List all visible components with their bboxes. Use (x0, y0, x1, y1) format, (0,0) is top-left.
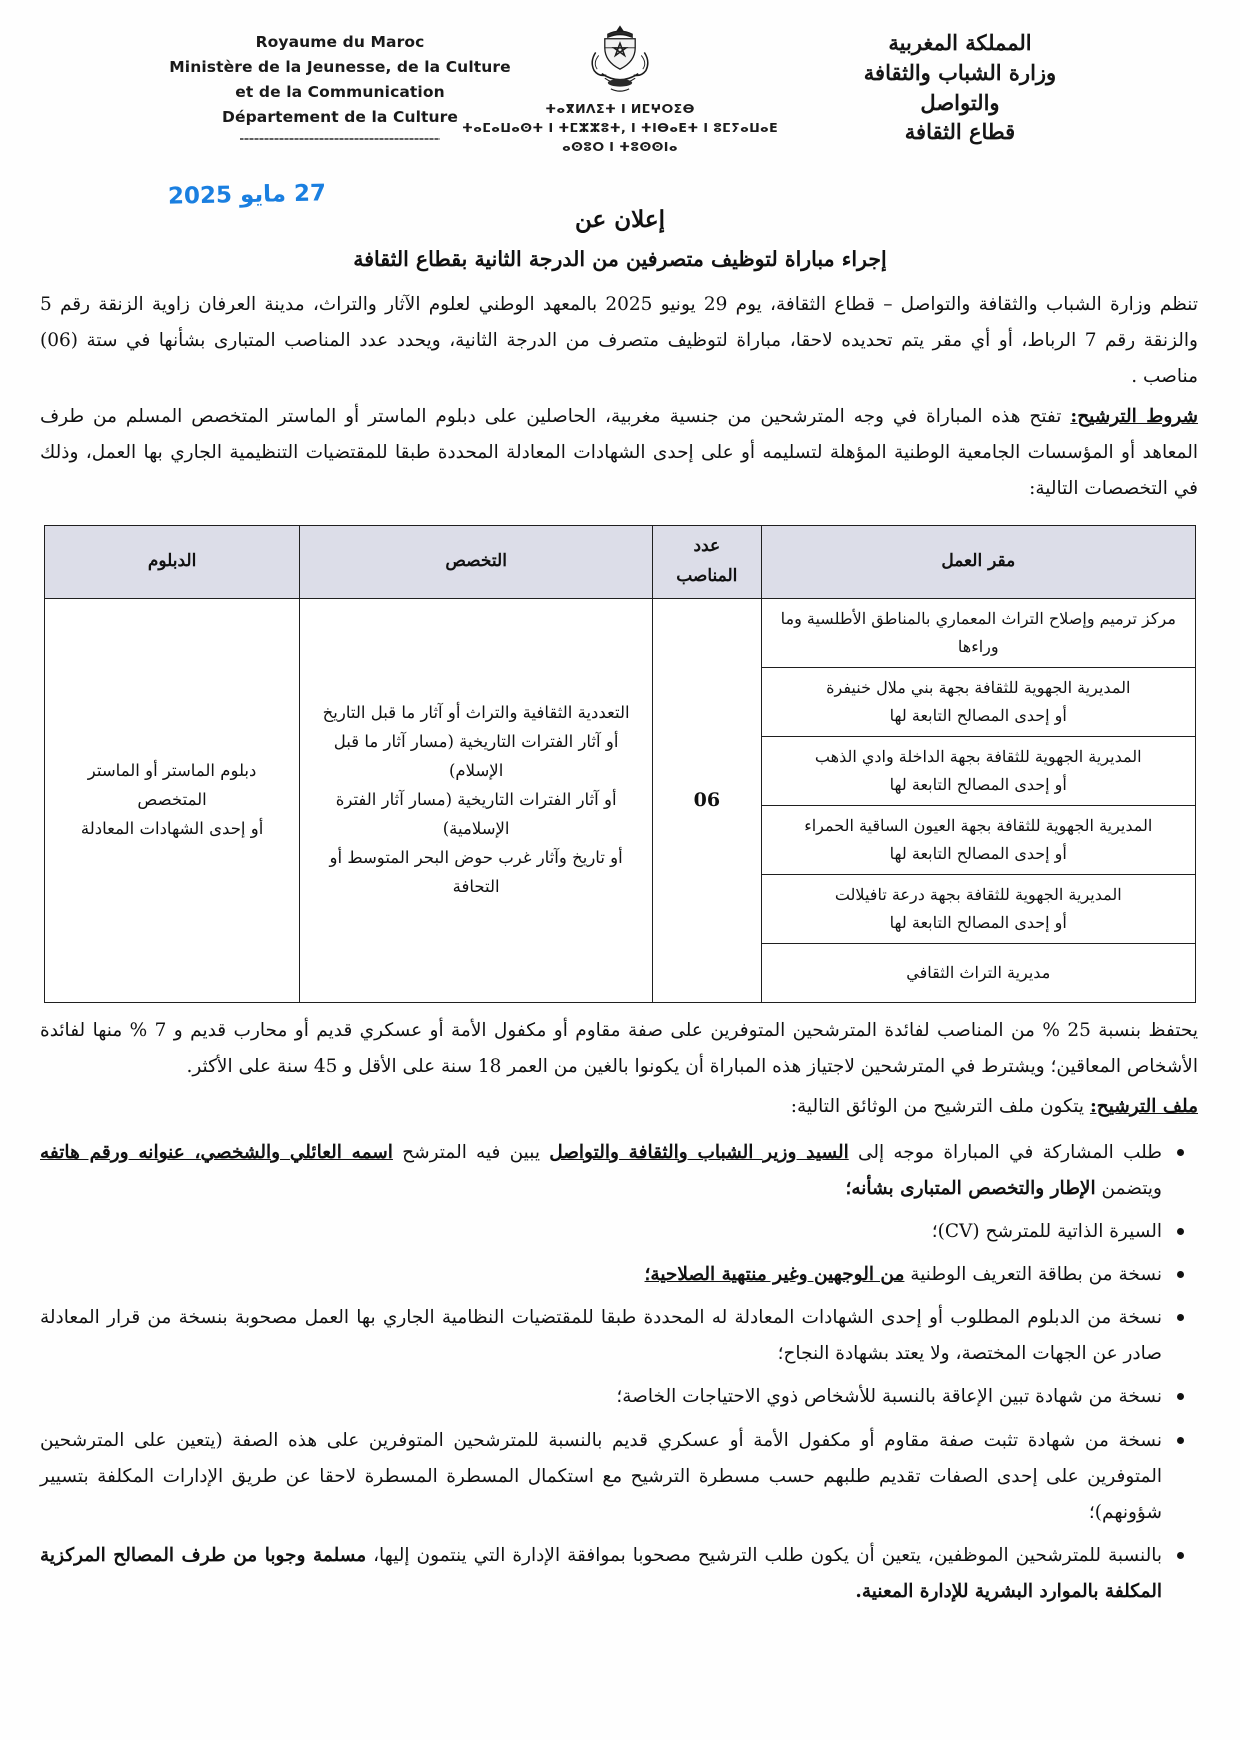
documents-section (40, 1135, 1188, 1610)
list-item (40, 1214, 1188, 1250)
letterhead-french-line3: et de la Communication (235, 83, 445, 102)
table-row (45, 598, 1196, 667)
list-item (40, 1135, 1188, 1207)
letterhead-tifinagh-line3: ⴰⵙⵓⵔ ⵏ ⵜⵓⵙⵙⵏⴰ (562, 138, 678, 154)
morocco-coat-of-arms-icon (581, 22, 659, 98)
list-item-text: نسخة من بطاقة التعريف الوطنية (904, 1264, 1162, 1286)
letterhead-tifinagh (455, 100, 785, 156)
th-workplace: مقر العمل (761, 526, 1195, 599)
list-item-text: السيد وزير الشباب والثقافة والتواصل (549, 1142, 849, 1164)
letterhead-arabic-line4: قطاع الثقافة (904, 119, 1016, 145)
workplace-cell (761, 667, 1195, 736)
list-item (40, 1300, 1188, 1372)
table-body (45, 598, 1196, 1002)
list-item-text: من الوجهين وغير منتهية الصلاحية؛ (644, 1264, 905, 1286)
th-count-line1: عدد (693, 536, 721, 557)
list-item-text: نسخة من شهادة تبين الإعاقة بالنسبة للأشخاص ذوي الاحتياجات الخاصة؛ (616, 1386, 1162, 1408)
letterhead-arabic-line1: المملكة المغربية (888, 30, 1032, 55)
list-item-text: الإطار والتخصص المتبارى بشأنه؛ (845, 1178, 1096, 1200)
list-item-text: طلب المشاركة في المباراة موجه إلى (848, 1142, 1162, 1164)
list-item-text: ويتضمن (1095, 1178, 1162, 1200)
table-head (45, 526, 1196, 599)
letterhead-divider (240, 138, 440, 140)
positions-count-cell: 06 (653, 598, 761, 1002)
letterhead-tifinagh-line1: ⵜⴰⴳⵍⴷⵉⵜ ⵏ ⵍⵎⵖⵔⵉⴱ (545, 101, 695, 116)
dossier-label: ملف الترشيح: (1089, 1096, 1198, 1117)
letterhead-arabic (760, 28, 1160, 147)
list-item-text: يبين فيه المترشح (392, 1142, 550, 1164)
page-subtitle: إجراء مباراة لتوظيف متصرفين من الدرجة الثانية بقطاع الثقافة (353, 247, 887, 271)
quota-paragraph: يحتفظ بنسبة 25 % من المناصب لفائدة المترشحين المتوفرين على صفة مقاوم أو مكفول الأمة أو عسكري قديم أو محارب قديم و 7 % منها لفائدة الأشخاص المعاقين؛ ويشترط في المترشحين لاجتياز هذه المباراة أن يكونوا بالغين من العمر 18 سنة على الأقل و 45 سنة على الأكثر. (40, 1019, 1199, 1077)
workplace-line: المديرية الجهوية للثقافة بجهة درعة تافيلالت (834, 884, 1122, 904)
workplace-line: أو إحدى المصالح التابعة لها (889, 843, 1067, 863)
conditions-text: تفتح هذه المباراة في وجه المترشحين من جنسية مغربية، الحاصلين على دبلوم الماستر أو الماستر المتخصص المسلم من طرف المعاهد أو المؤسسات الجامعية الوطنية المؤهلة لتسليمه أو على إحدى الشهادات المعادلة المحددة طبقا للمقتضيات التنظيمية الجاري بها العمل، وذلك في التخصصات التالية: (40, 406, 1198, 500)
specialty-line: أو آثار الفترات التاريخية (مسار آثار ما قبل الإسلام) (333, 732, 619, 781)
list-item (40, 1257, 1188, 1293)
list-item-text: نسخة من شهادة تثبت صفة مقاوم أو مكفول الأمة أو عسكري قديم بالنسبة للمترشحين المتوفرين على هذه الصفة (يتعين على المترشحين المتوفرين على إحدى الصفات تقديم طلبهم حسب مسطرة الترشيح مع استكمال المسطرة المسطرة لاحقا عن طريق الإدارات المكلفة بتسيير شؤونهم)؛ (40, 1429, 1162, 1523)
conditions-table-wrapper (44, 525, 1196, 1003)
diploma-line: دبلوم الماستر أو الماستر (87, 761, 257, 781)
specialty-cell (300, 598, 653, 1002)
specialty-line: أو تاريخ وآثار غرب حوض البحر المتوسط أو التحافة (329, 847, 623, 896)
documents-list (40, 1135, 1188, 1610)
workplace-line: المديرية الجهوية للثقافة بجهة بني ملال خنيفرة (826, 677, 1131, 697)
diploma-line: أو إحدى الشهادات المعادلة (80, 818, 264, 838)
workplace-line: مركز ترميم وإصلاح التراث المعماري بالمناطق الأطلسية وما وراءها (780, 608, 1176, 656)
letterhead (40, 22, 1200, 192)
list-item (40, 1538, 1188, 1610)
diploma-line: المتخصص (137, 789, 207, 809)
letterhead-french-line1: Royaume du Maroc (255, 33, 425, 51)
specialty-line: أو آثار الفترات التاريخية (مسار آثار الفترة الإسلامية) (335, 789, 617, 838)
workplace-line: أو إحدى المصالح التابعة لها (889, 912, 1067, 932)
workplace-line: مديرية التراث الثقافي (906, 962, 1051, 982)
dossier-paragraph (40, 1089, 1198, 1125)
quota-section (40, 1013, 1198, 1125)
list-item-text: مسلمة وجوبا من طرف المصالح المركزية المكلفة بالموارد البشرية للإدارة المعنية. (40, 1544, 1162, 1602)
workplace-cell (761, 598, 1195, 667)
conditions-paragraph (40, 399, 1198, 507)
list-item-text: اسمه العائلي والشخصي، عنوانه ورقم هاتفه (40, 1142, 393, 1164)
workplace-cell (761, 736, 1195, 805)
list-item (40, 1423, 1188, 1531)
workplace-line: أو إحدى المصالح التابعة لها (889, 705, 1067, 725)
th-diploma: الدبلوم (45, 526, 300, 599)
letterhead-french-line4: Département de la Culture (222, 108, 458, 127)
table-header-row (45, 526, 1196, 599)
letterhead-arabic-line2: وزارة الشباب والثقافة (863, 59, 1057, 85)
conditions-table (44, 525, 1196, 1003)
date-stamp: 27 مايو 2025 (167, 180, 327, 210)
diploma-cell (45, 598, 300, 1002)
workplace-line: المديرية الجهوية للثقافة بجهة العيون الساقية الحمراء (804, 815, 1153, 835)
specialty-line: التعددية الثقافية والتراث أو آثار ما قبل التاريخ (322, 703, 630, 723)
workplace-line: المديرية الجهوية للثقافة بجهة الداخلة وادي الذهب (814, 746, 1142, 766)
intro-paragraph: تنظم وزارة الشباب والثقافة والتواصل – قطاع الثقافة، يوم 29 يونيو 2025 بالمعهد الوطني لعلوم الآثار والتراث، مدينة العرفان زاوية الزنقة رقم 5 والزنقة رقم 7 الرباط، أو أي مقر يتم تحديده لاحقا، مباراة لتوظيف متصرف من الدرجة الثانية، ويحدد عدد المناصب المتبارى بشأنها في ستة (06) مناصب . (40, 294, 1199, 388)
letterhead-center (455, 22, 785, 156)
workplace-cell (761, 874, 1195, 943)
letterhead-arabic-line3: والتواصل (920, 89, 1000, 115)
list-item-text: السيرة الذاتية للمترشح (CV)؛ (931, 1221, 1162, 1243)
th-specialty: التخصص (300, 526, 653, 599)
intro-section (40, 287, 1198, 507)
list-item (40, 1379, 1188, 1415)
dossier-text: يتكون ملف الترشيح من الوثائق التالية: (790, 1096, 1085, 1117)
conditions-label: شروط الترشيح: (1070, 406, 1198, 428)
th-count (653, 526, 761, 599)
letterhead-french-line2: Ministère de la Jeunesse, de la Culture (169, 58, 511, 77)
workplace-cell (761, 805, 1195, 874)
th-count-line2: المناصب (676, 566, 738, 587)
workplace-cell (761, 943, 1195, 1002)
list-item-text: نسخة من الدبلوم المطلوب أو إحدى الشهادات المعادلة له المحددة طبقا للمقتضيات النظامية الجاري بها العمل مصحوبة بنسخة من قرار المعادلة صادر عن الجهات المختصة، ولا يعتد بشهادة النجاح؛ (40, 1307, 1162, 1365)
list-item-text: بالنسبة للمترشحين الموظفين، يتعين أن يكون طلب الترشيح مصحوبا بموافقة الإدارة التي ينتمون إليها، (366, 1544, 1162, 1566)
page-title: إعلان عن (575, 206, 665, 233)
letterhead-tifinagh-line2: ⵜⴰⵎⴰⵡⴰⵙⵜ ⵏ ⵜⵎⵣⵣⵓⵜ, ⵏ ⵜⵏⴱⴰⴹⵜ ⵏ ⵓⵎⵢⴰⵡⴰⴹ (461, 119, 779, 135)
workplace-line: أو إحدى المصالح التابعة لها (889, 774, 1067, 794)
